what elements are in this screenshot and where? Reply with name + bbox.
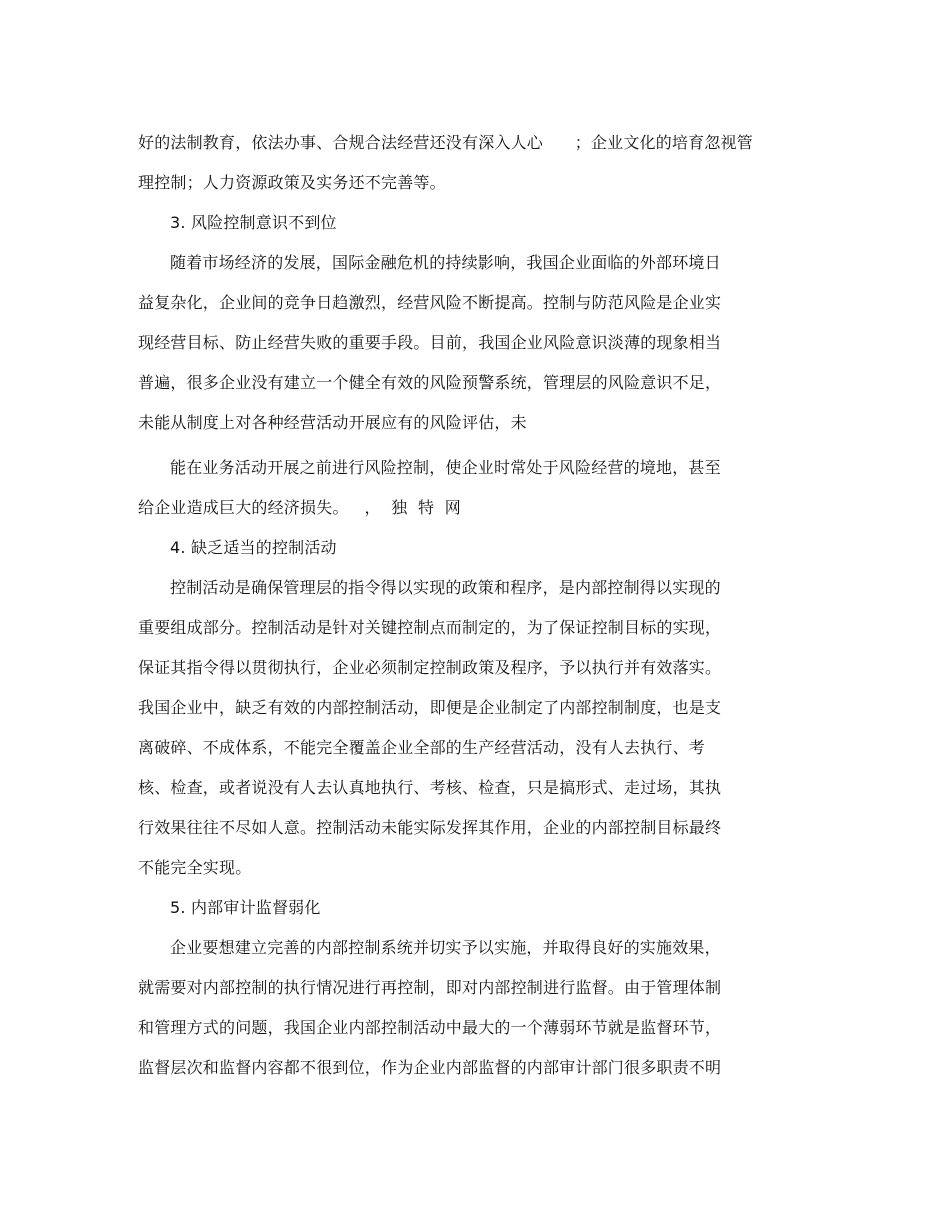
paragraph-first-line: 能在业务活动开展之前进行风险控制，使企业时常处于风险经营的境地，甚至 [170, 458, 721, 477]
body-text-line: 和管理方式的问题，我国企业内部控制活动中最大的一个薄弱环节就是监督环节， [138, 1018, 722, 1037]
body-text-line: 不能完全实现。 [138, 858, 252, 877]
section-heading: 4. 缺乏适当的控制活动 [170, 538, 337, 557]
body-text-line: 给企业造成巨大的经济损失。 ， 独 特 网 [138, 498, 461, 517]
section-heading: 3. 风险控制意识不到位 [170, 213, 337, 232]
paragraph-first-line: 企业要想建立完善的内部控制系统并切实予以实施，并取得良好的实施效果， [170, 938, 721, 957]
body-text-line: 核、检查，或者说没有人去认真地执行、考核、检查，只是搞形式、走过场，其执 [138, 778, 722, 797]
body-text-line: 理控制；人力资源政策及实务还不完善等。 [138, 173, 446, 192]
paragraph-first-line: 控制活动是确保管理层的指令得以实现的政策和程序，是内部控制得以实现的 [170, 578, 721, 597]
body-text-line: 现经营目标、防止经营失败的重要手段。目前，我国企业风险意识淡薄的现象相当 [138, 333, 722, 352]
body-text-line: 保证其指令得以贯彻执行，企业必须制定控制政策及程序，予以执行并有效落实。 [138, 658, 722, 677]
body-text-line: 行效果往往不尽如人意。控制活动未能实际发挥其作用，企业的内部控制目标最终 [138, 818, 722, 837]
body-text-line: 未能从制度上对各种经营活动开展应有的风险评估，未 [138, 413, 527, 432]
body-text-line: 普遍，很多企业没有建立一个健全有效的风险预警系统，管理层的风险意识不足， [138, 373, 722, 392]
body-text-line: 我国企业中，缺乏有效的内部控制活动，即便是企业制定了内部控制制度，也是支 [138, 698, 722, 717]
section-heading: 5. 内部审计监督弱化 [170, 898, 321, 917]
body-text-line: 好的法制教育，依法办事、合规合法经营还没有深入人心 ；企业文化的培育忽视管 [138, 133, 753, 152]
body-text-line: 离破碎、不成体系，不能完全覆盖企业全部的生产经营活动，没有人去执行、考 [138, 738, 706, 757]
paragraph-first-line: 随着市场经济的发展，国际金融危机的持续影响，我国企业面临的外部环境日 [170, 253, 721, 272]
body-text-line: 监督层次和监督内容都不很到位，作为企业内部监督的内部审计部门很多职责不明 [138, 1058, 722, 1077]
body-text-line: 重要组成部分。控制活动是针对关键控制点而制定的，为了保证控制目标的实现， [138, 618, 722, 637]
body-text-line: 益复杂化，企业间的竞争日趋激烈，经营风险不断提高。控制与防范风险是企业实 [138, 293, 722, 312]
body-text-line: 就需要对内部控制的执行情况进行再控制，即对内部控制进行监督。由于管理体制 [138, 978, 722, 997]
